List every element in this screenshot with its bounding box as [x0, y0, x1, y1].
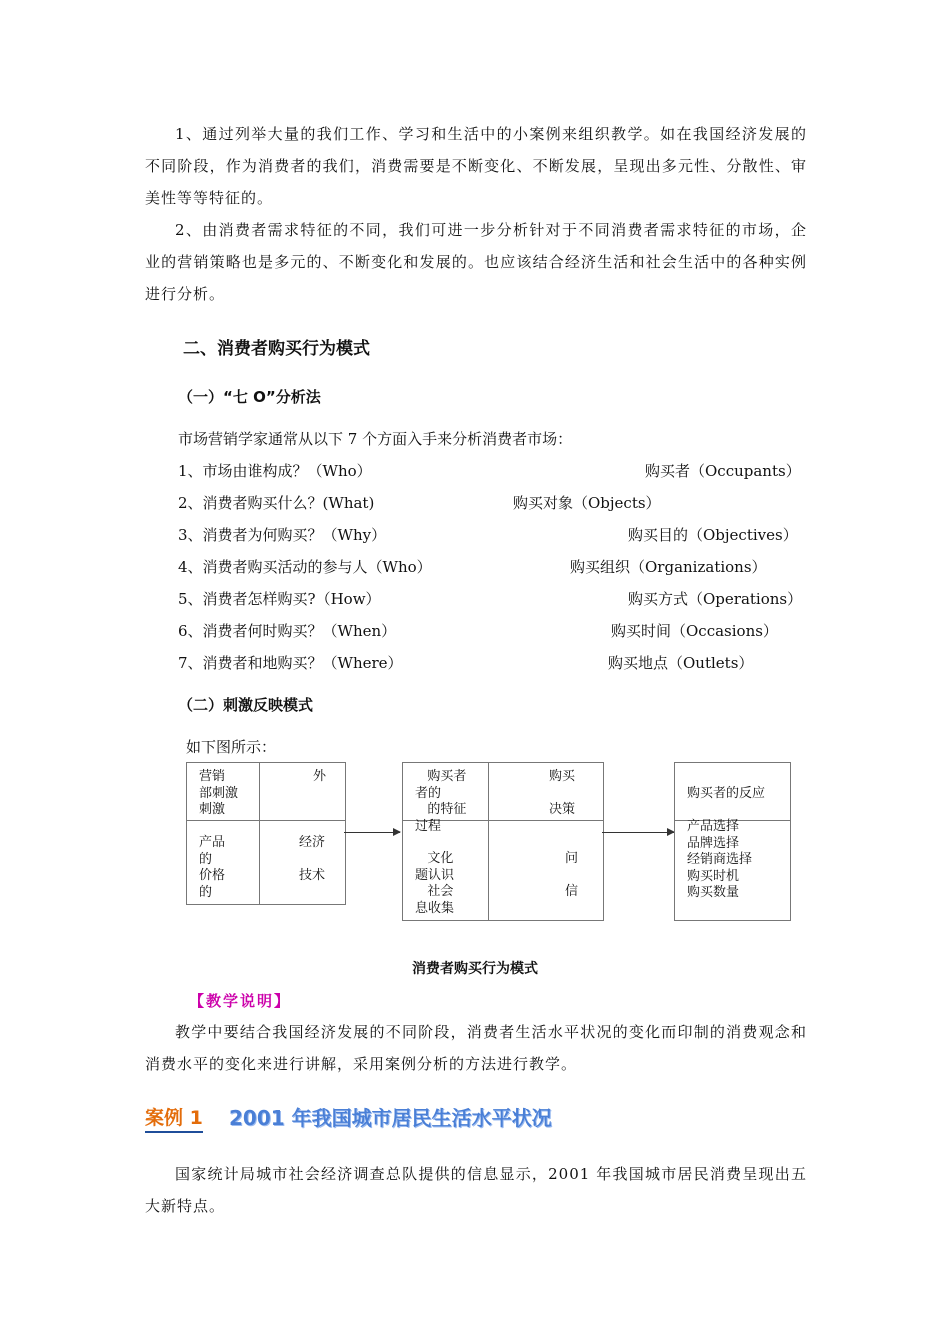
- response-list-text: 产品选择 品牌选择 经销商选择 购买时机 购买数量: [687, 819, 753, 900]
- stimulus-product-text: 产品 的 价格 的: [199, 835, 226, 900]
- subsection-heading-seven-o: （一）“七 O”分析法: [178, 388, 321, 406]
- stimulus-external-text: 外: [313, 769, 327, 784]
- intro-paragraph-1: 1、通过列举大量的我们工作、学习和生活中的小案例来组织教学。如在我国经济发展的不同阶段，作为消费者的我们，消费需要是不断变化、不断发展，呈现出多元性、分散性、审美性等等特征的。: [145, 125, 807, 207]
- buyer-problem-text: 问 信: [565, 851, 579, 899]
- seven-o-answer: 购买地点（Outlets）: [608, 654, 754, 672]
- seven-o-question: 4、消费者购买活动的参与人（Who）: [178, 558, 432, 576]
- stimulus-economy-text: 经济 技术: [299, 835, 326, 883]
- buyer-culture-text: 文化 题认识 社会 息收集: [415, 851, 455, 916]
- arrow-right-icon: [344, 832, 400, 833]
- diagram-caption: 消费者购买行为模式: [412, 961, 538, 977]
- buyer-black-box: [402, 762, 604, 921]
- stimulus-marketing-text: 营销 部刺激 刺激: [199, 769, 239, 817]
- seven-o-answer: 购买目的（Objectives）: [628, 526, 798, 544]
- case-text: 国家统计局城市社会经济调查总队提供的信息显示，2001 年我国城市居民消费呈现出五大新特点。: [145, 1165, 807, 1215]
- subsection-heading-stimulus: （二）刺激反映模式: [178, 696, 314, 714]
- seven-o-question: 2、消费者购买什么？(What): [178, 494, 375, 512]
- buyer-response-box: [674, 762, 791, 921]
- seven-o-answer: 购买者（Occupants）: [645, 462, 801, 480]
- teaching-note-label: 【教学说明】: [189, 992, 292, 1010]
- seven-o-question: 5、消费者怎样购买?（How）: [178, 590, 381, 608]
- section-heading: 二、消费者购买行为模式: [183, 339, 370, 359]
- seven-o-answer: 购买方式（Operations）: [628, 590, 803, 608]
- diagram-lead: 如下图所示：: [186, 738, 277, 756]
- buyer-decision-text: 购买 决策: [549, 769, 576, 817]
- buyer-characteristics-text: 购买者 者的 的特征 过程: [415, 769, 467, 834]
- stimulus-box: [186, 762, 346, 905]
- seven-o-question: 1、市场由谁构成？（Who）: [178, 462, 372, 480]
- teaching-note-text: 教学中要结合我国经济发展的不同阶段，消费者生活水平状况的变化而印制的消费观念和消费水平的变化来进行讲解，采用案例分析的方法进行教学。: [145, 1023, 807, 1073]
- seven-o-question: 7、消费者和地购买？（Where）: [178, 654, 403, 672]
- response-heading-text: 购买者的反应: [687, 786, 766, 801]
- seven-o-answer: 购买组织（Organizations）: [570, 558, 767, 576]
- seven-o-question: 3、消费者为何购买？（Why）: [178, 526, 387, 544]
- intro-paragraph-2: 2、由消费者需求特征的不同，我们可进一步分析针对于不同消费者需求特征的市场，企业的营销策略也是多元的、不断变化和发展的。也应该结合经济生活和社会生活中的各种实例进行分析。: [145, 221, 807, 303]
- seven-o-answer: 购买时间（Occasions）: [611, 622, 778, 640]
- case-title: 2001 年我国城市居民生活水平状况: [229, 1106, 552, 1130]
- seven-o-answer: 购买对象（Objects）: [513, 494, 661, 512]
- arrow-right-icon: [602, 832, 674, 833]
- case-label: 案例 1: [145, 1103, 203, 1133]
- seven-o-lead: 市场营销学家通常从以下 7 个方面入手来分析消费者市场：: [178, 430, 573, 448]
- seven-o-question: 6、消费者何时购买？（When）: [178, 622, 397, 640]
